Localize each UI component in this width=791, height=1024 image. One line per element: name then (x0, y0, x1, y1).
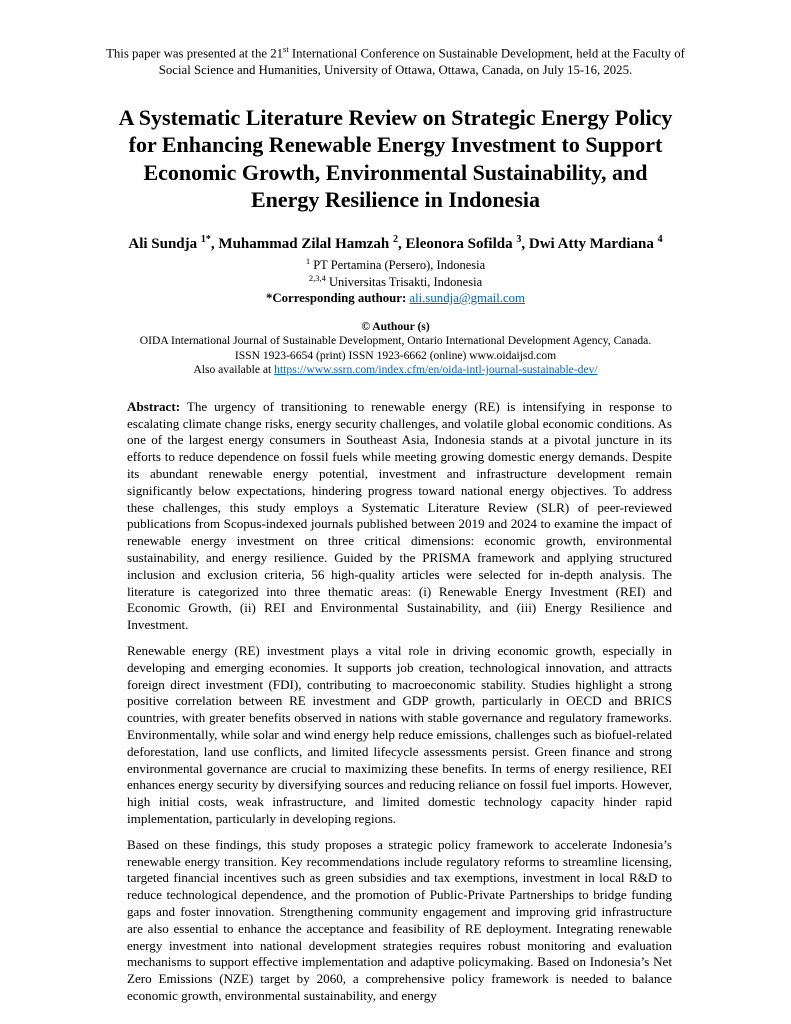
author-separator: , (521, 236, 529, 253)
corresponding-author-line (0, 291, 791, 306)
copyright-notice: © Authour (s) (361, 320, 430, 334)
abstract-paragraph-1-text: The urgency of transitioning to renewable energy (RE) is intensifying in response to escalating climate change risks, energy security challenges, and volatile global economic conditions. As one of the largest energy consumers in Southeast Asia, Indonesia stands at a pivotal juncture in its efforts to reduce dependence on fossil fuels while meeting growing domestic energy demands. Despite its abundant renewable energy potential, investment and infrastructure development remain significantly below expectations, hindering progress toward national energy objectives. To address these challenges, this study employs a Systematic Literature Review (SLR) of peer-reviewed publications from Scopus-indexed journals published between 2019 and 2024 to examine the impact of renewable energy investment on three critical dimensions: economic growth, environmental sustainability, and energy resilience. Guided by the PRISMA framework and applying structured inclusion and exclusion criteria, 56 high-quality articles were selected for in-depth analysis. The literature is categorized into three thematic areas: (i) Renewable Energy Investment (REI) and Economic Growth, (ii) REI and Environmental Sustainability, and (iii) Energy Resilience and Investment. (127, 398, 672, 633)
author-sup-2: 2 (393, 234, 399, 246)
abstract-paragraph-2: Renewable energy (RE) investment plays a vital role in driving economic growth, especially in developing and emerging economies. It supports job creation, technological innovation, and attracts foreign direct investment (FDI), contributing to macroeconomic stability. Studies highlight a strong positive correlation between RE investment and GDP growth, particularly in OECD and BRICS countries, with greater benefits observed in nations with stable governance and regulatory frameworks. Environmentally, while solar and wind energy help reduce emissions, challenges such as biofuel-related deforestation, land use conflicts, and limited lifecycle assessments persist. Green finance and strong environmental governance are crucial to maximizing these benefits. In terms of energy resilience, REI enhances energy security by diversifying sources and reducing reliance on fossil fuel imports. However, high initial costs, weak infrastructure, and limited domestic technology capacity hinder rapid implementation, particularly in developing regions. (127, 642, 673, 826)
also-available-label: Also available at (193, 362, 275, 376)
conference-note-text-after: International Conference on Sustainable Development, held at the Faculty of Social Science and Humanities, University of Ottawa, Ottawa, Canada, on July 15-16, 2025. (158, 46, 685, 77)
corresponding-author-email-link[interactable]: ali.sundja@gmail.com (409, 290, 525, 305)
author-sup-3: 3 (516, 234, 522, 246)
paper-title-line-2: for Enhancing Renewable Energy Investment to Support (128, 132, 663, 158)
affiliation-2-sup: 2,3,4 (308, 272, 326, 283)
also-available-line (0, 363, 791, 377)
abstract-paragraph-1 (127, 399, 672, 634)
paper-title (66, 104, 726, 213)
abstract (127, 399, 672, 1005)
affiliation-1-text: PT Pertamina (Persero), Indonesia (310, 258, 486, 273)
conference-note-ordinal-sup: st (283, 44, 289, 54)
corresponding-author-label: *Corresponding authour: (266, 290, 410, 305)
authors-line (0, 234, 791, 253)
paper-title-line-3: Economic Growth, Environmental Sustainability, and (143, 159, 648, 185)
conference-note-text: This paper was presented at the 21 (106, 46, 284, 61)
affiliation-2-text: Universitas Trisakti, Indonesia (325, 275, 483, 290)
paper-title-line-1: A Systematic Literature Review on Strategic Energy Policy (118, 105, 673, 131)
author-name-4: Dwi Atty Mardiana (528, 236, 658, 253)
author-name-3: Eleonora Sofilda (405, 236, 517, 253)
author-separator: , (210, 236, 219, 253)
publisher-block (0, 320, 791, 377)
paper-title-line-4: Energy Resilience in Indonesia (250, 186, 541, 212)
affiliation-1-sup: 1 (305, 256, 311, 267)
affiliation-2 (0, 273, 791, 290)
abstract-label: Abstract: (127, 398, 181, 414)
author-sup-4: 4 (657, 234, 663, 246)
affiliation-1 (0, 256, 791, 273)
abstract-paragraph-3: Based on these findings, this study proposes a strategic policy framework to accelerate Indonesia’s renewable energy transition. Key recommendations include regulatory reforms to streamline licensing, targeted financial incentives such as green subsidies and tax exemptions, investment in local R&D to reduce technological dependence, and the promotion of Public-Private Partnerships to bridge funding gaps and foster innovation. Strengthening community engagement and improving grid infrastructure are also essential to enhance the acceptance and feasibility of RE deployment. Integrating renewable energy investment into national development strategies requires robust monitoring and evaluation mechanisms to support effective implementation and adaptive policymaking. Based on Indonesia’s Net Zero Emissions (NZE) target by 2060, a comprehensive policy framework is needed to balance economic growth, environmental sustainability, and energy (127, 836, 672, 1003)
author-sup-1: 1* (200, 234, 211, 246)
author-name-1: Ali Sundja (128, 236, 201, 253)
conference-note (93, 44, 699, 78)
affiliations (0, 256, 791, 290)
author-name-2: Muhammad Zilal Hamzah (218, 236, 394, 253)
issn-line: ISSN 1923-6654 (print) ISSN 1923-6662 (online) www.oidaijsd.com (234, 348, 557, 362)
ssrn-journal-link[interactable]: https://www.ssrn.com/index.cfm/en/oida-intl-journal-sustainable-dev/ (274, 362, 598, 376)
journal-name: OIDA International Journal of Sustainable Development, Ontario International Development Agency, Canada. (139, 334, 652, 348)
author-separator: , (398, 236, 406, 253)
